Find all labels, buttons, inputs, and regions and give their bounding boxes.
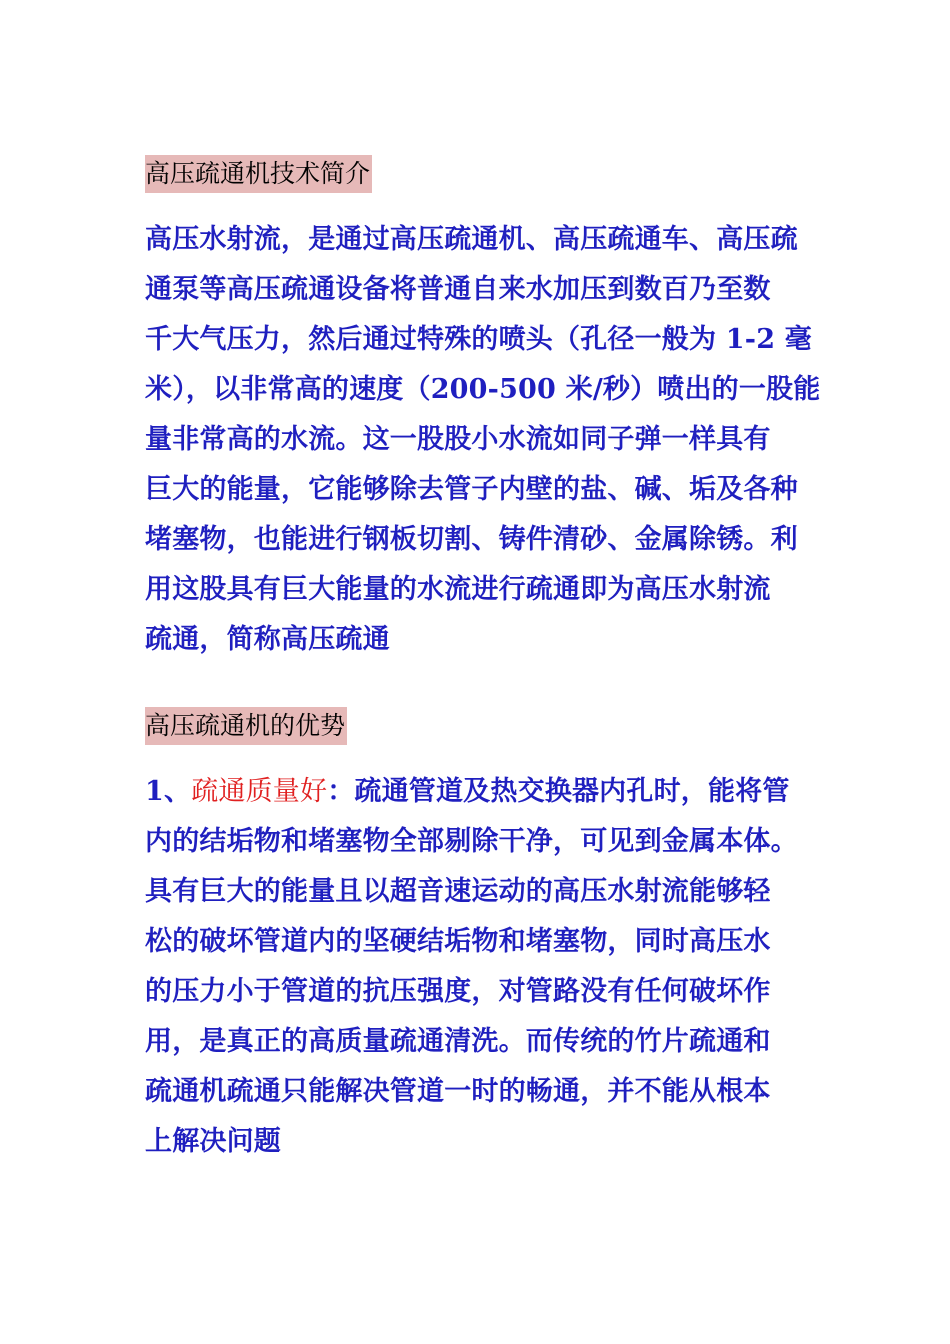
paragraph-line: 上解决问题	[145, 1126, 281, 1157]
paragraph-line: 内的结垢物和堵塞物全部剔除干净，可见到金属本体。	[145, 826, 798, 857]
highlight-keyword: 疏通质量好	[191, 776, 328, 807]
paragraph-line: 松的破坏管道内的坚硬结垢物和堵塞物，同时高压水	[145, 926, 771, 957]
item-number: 1、	[145, 776, 192, 807]
paragraph-line: 量非常高的水流。这一股股小水流如同子弹一样具有	[145, 424, 771, 455]
paragraph-line: 用这股具有巨大能量的水流进行疏通即为高压水射流	[145, 574, 771, 605]
document-page	[145, 155, 825, 1167]
section-heading-advantages: 高压疏通机的优势	[145, 707, 347, 745]
paragraph-line	[145, 767, 825, 817]
paragraph-line: 堵塞物，也能进行钢板切割、铸件清砂、金属除锈。利	[145, 524, 798, 555]
paragraph-line: 高压水射流，是通过高压疏通机、高压疏通车、高压疏	[145, 224, 798, 255]
paragraph-line: 米），以非常高的速度（200-500 米/秒）喷出的一股能	[145, 374, 821, 405]
paragraph-line: 的压力小于管道的抗压强度，对管路没有任何破坏作	[145, 976, 771, 1007]
paragraph-line: 疏通机疏通只能解决管道一时的畅通，并不能从根本	[145, 1076, 771, 1107]
paragraph-line: 用，是真正的高质量疏通清洗。而传统的竹片疏通和	[145, 1026, 771, 1057]
item-first-line-text: ：疏通管道及热交换器内孔时，能将管	[327, 776, 790, 807]
section-heading-intro: 高压疏通机技术简介	[145, 155, 372, 193]
paragraph-line: 巨大的能量，它能够除去管子内壁的盐、碱、垢及各种	[145, 474, 798, 505]
intro-paragraph	[145, 215, 825, 665]
paragraph-line: 疏通，简称高压疏通	[145, 624, 390, 655]
paragraph-line: 通泵等高压疏通设备将普通自来水加压到数百乃至数	[145, 274, 771, 305]
paragraph-line: 千大气压力，然后通过特殊的喷头（孔径一般为 1-2 毫	[145, 324, 812, 355]
advantage-item-1	[145, 767, 825, 1167]
paragraph-line: 具有巨大的能量且以超音速运动的高压水射流能够轻	[145, 876, 771, 907]
